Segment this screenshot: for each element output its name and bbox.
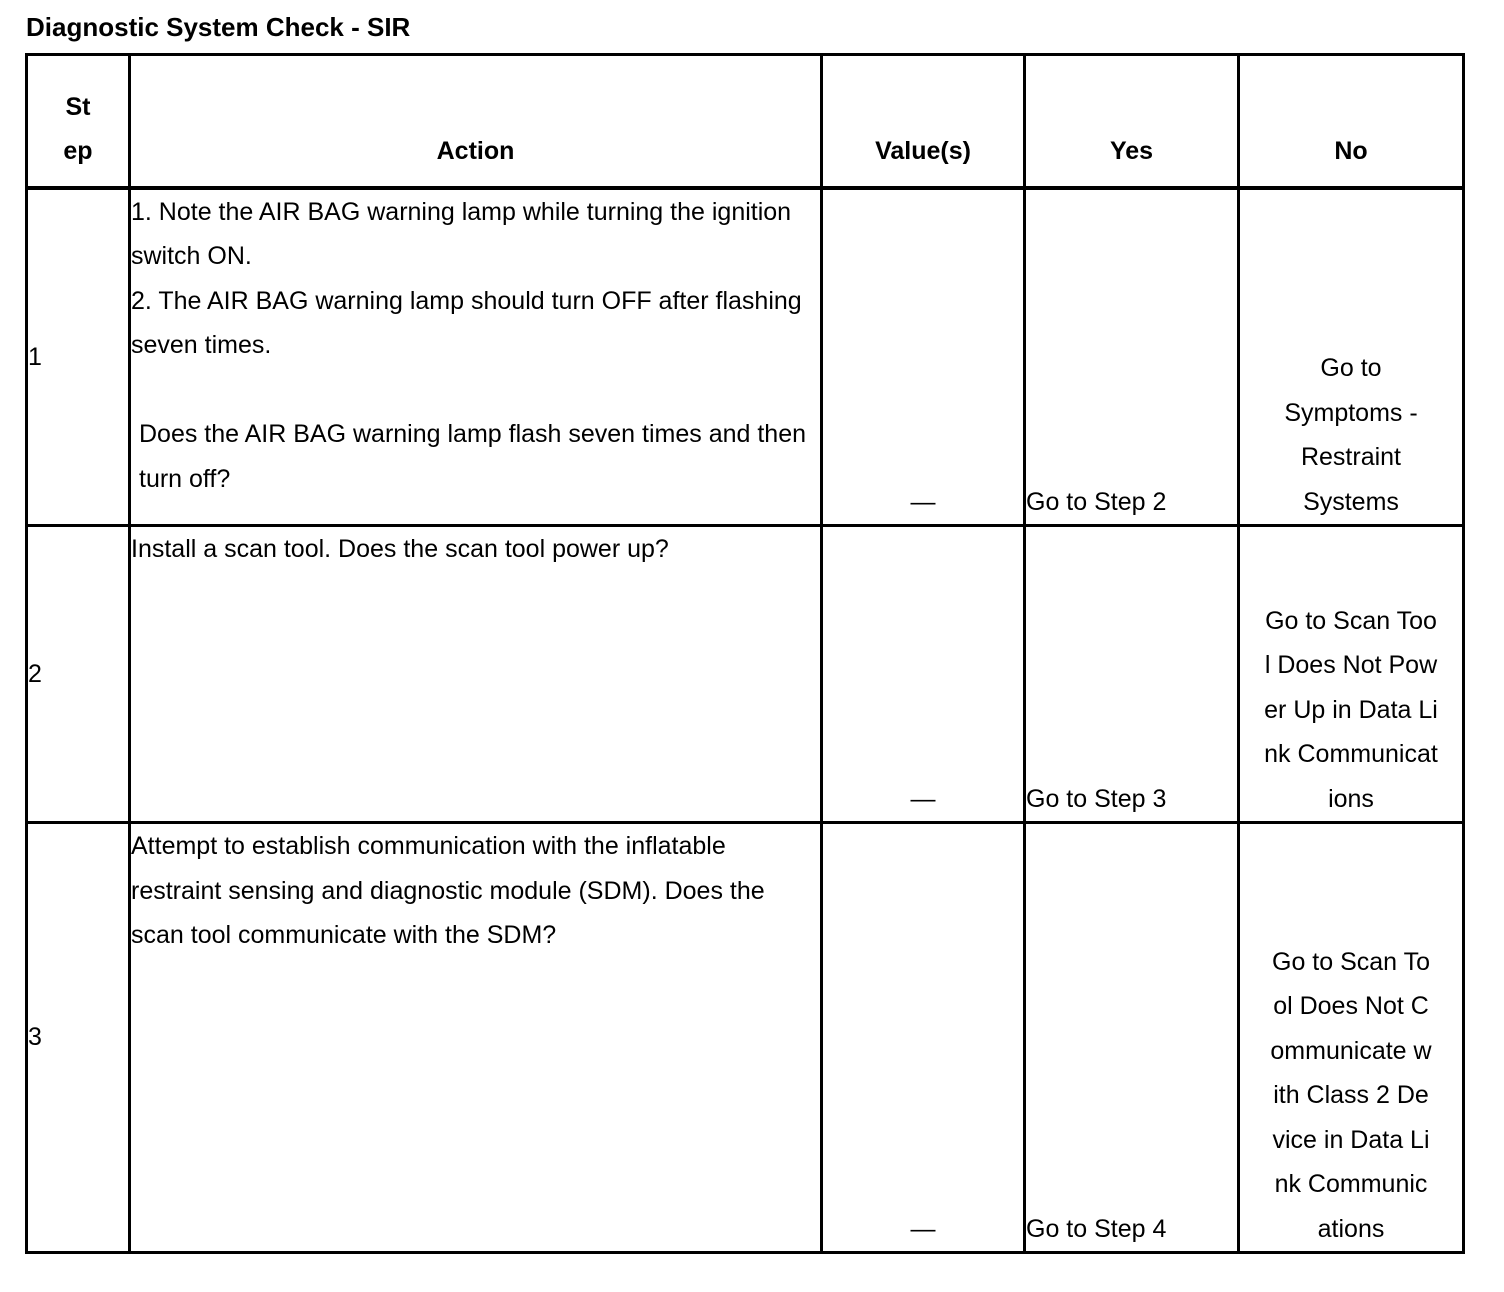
yes-result: Go to Step 4 <box>1025 823 1239 1253</box>
no-result-text: Go to Scan Tool Does Not Power Up in Data Link Communications <box>1264 606 1438 813</box>
paragraph-spacer <box>131 368 820 413</box>
action-instruction: 1. Note the AIR BAG warning lamp while turning the ignition switch ON. <box>131 197 792 270</box>
step-number: 3 <box>27 823 130 1253</box>
yes-result: Go to Step 2 <box>1025 188 1239 526</box>
action-question: Does the AIR BAG warning lamp flash seven times and then turn off? <box>139 420 807 493</box>
table-row <box>27 823 1464 1253</box>
yes-result: Go to Step 3 <box>1025 526 1239 823</box>
table-row <box>27 526 1464 823</box>
action-text: Attempt to establish communication with the inflatable restraint sensing and diagnostic module (SDM). Does the scan tool communicate with the SDM? <box>130 823 822 1253</box>
header-row <box>27 55 1464 188</box>
no-result <box>1239 526 1464 823</box>
step-number: 1 <box>27 188 130 526</box>
action-instruction: 2. The AIR BAG warning lamp should turn OFF after flashing seven times. <box>131 286 802 359</box>
no-result-text: Go to Scan Tool Does Not Communicate with Class 2 Device in Data Link Communications <box>1270 947 1432 1243</box>
action-column-header: Action <box>130 55 822 188</box>
no-result-text: Go to Symptoms - Restraint Systems <box>1284 354 1418 516</box>
yes-column-header: Yes <box>1025 55 1239 188</box>
step-column-header <box>27 55 130 188</box>
action-text: Install a scan tool. Does the scan tool power up? <box>130 526 822 823</box>
document-title: Diagnostic System Check - SIR <box>26 12 411 42</box>
value-text: — <box>822 188 1025 526</box>
value-text: — <box>822 526 1025 823</box>
no-column-header: No <box>1239 55 1464 188</box>
table-row <box>27 188 1464 526</box>
value-column-header: Value(s) <box>822 55 1025 188</box>
no-result <box>1239 823 1464 1253</box>
step-header-label: Step <box>63 92 93 165</box>
no-result <box>1239 188 1464 526</box>
action-text <box>130 188 822 526</box>
value-text: — <box>822 823 1025 1253</box>
diagnostic-table <box>25 53 1465 1254</box>
step-number: 2 <box>27 526 130 823</box>
